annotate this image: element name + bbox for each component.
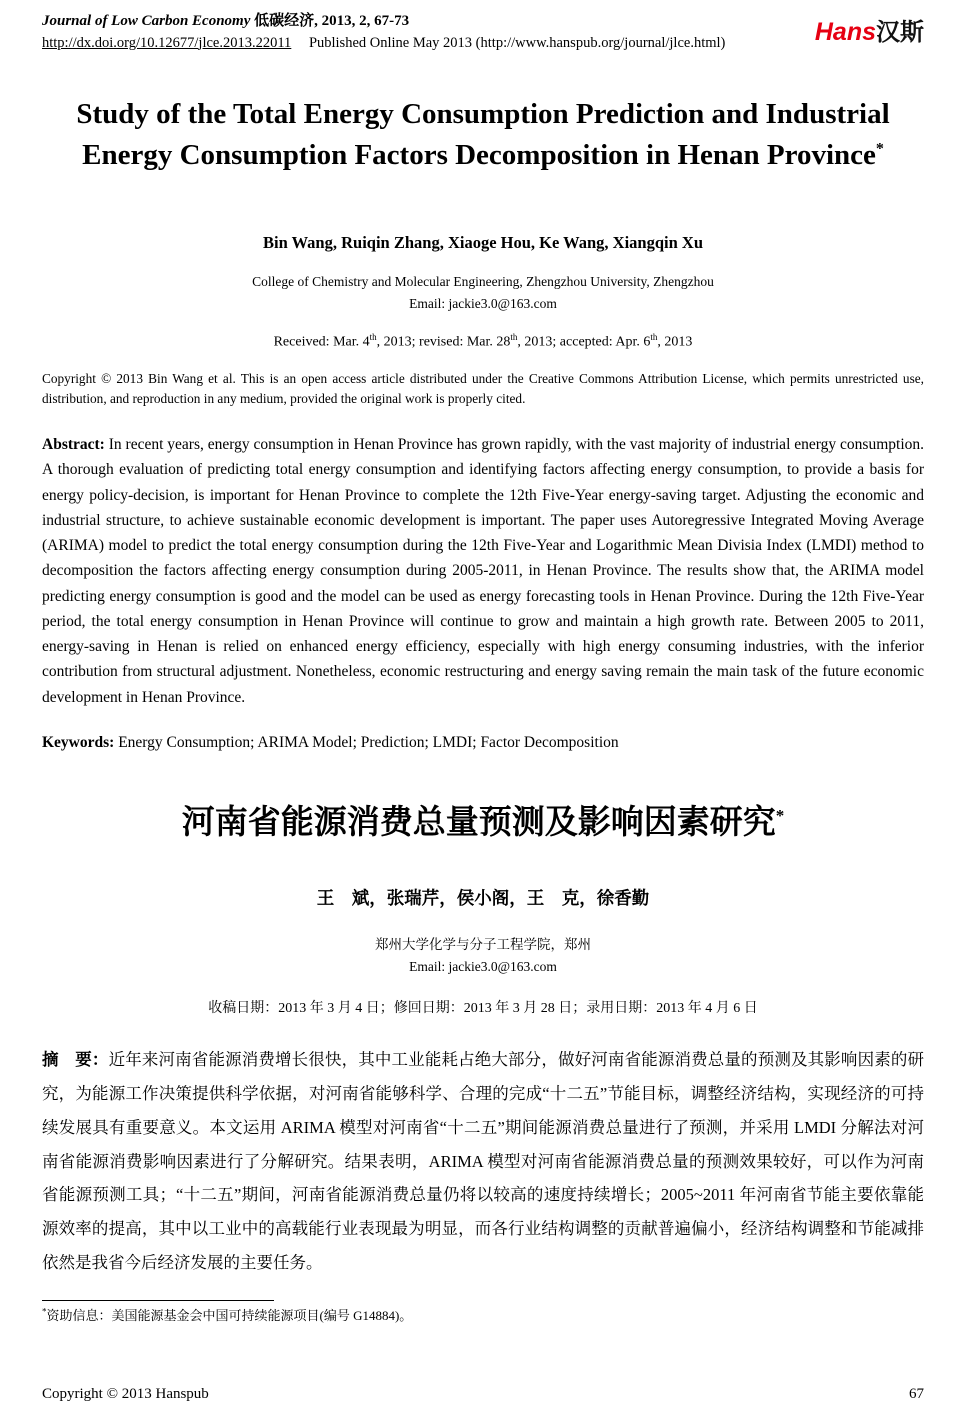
affiliation-block [42, 271, 924, 314]
article-title-zh [42, 796, 924, 843]
footnote-marker: * [42, 1306, 47, 1317]
page-header [42, 10, 924, 54]
abstract-paragraph [42, 432, 924, 710]
email-text-zh: Email: jackie3.0@163.com [409, 958, 557, 974]
abstract-text-zh: 近年来河南省能源消费增长很快，其中工业能耗占绝大部分，做好河南省能源消费总量的预测及其影响因素的研究，为能源工作决策提供科学依据，对河南省能够科学、合理的完成“十二五”节能目标，调整经济结构，实现经济的可持续发展具有重要意义。本文运用 ARIMA 模型对河南省“十二五”期间能源消费总量进行了预测，并采用 LMDI 分解法对河南省能源消费影响因素进行了分解研究。结果表明，ARIMA 模型对河南省能源消费总量的预测效果较好，可以作为河南省能源预测工具；“十二五”期间，河南省能源消费总量仍将以较高的速度持续增长；2005~2011 年河南省节能主要依靠能源效率的提高，其中以工业中的高载能行业表现最为明显，而各行业结构调整的贡献普遍偏小，经济结构调整和节能减排依然是我省今后经济发展的主要任务。 [42, 1050, 925, 1272]
ordinal-superscript: th [369, 331, 377, 342]
article-title [48, 94, 918, 175]
email-text: Email: jackie3.0@163.com [409, 296, 557, 312]
copyright-notice: Copyright © 2013 Bin Wang et al. This is an open access article distributed under the Creative Commons Attribution License, which permits unrestricted use, distribution, and reproduction in any medium, provided the original work is properly cited. [42, 371, 924, 407]
affiliation-text-zh: 郑州大学化学与分子工程学院，郑州 [375, 936, 591, 952]
abstract-label-zh: 摘 要： [42, 1050, 109, 1070]
hans-logo-text-en: Hans [814, 18, 876, 46]
journal-name-zh: 低碳经济 [254, 13, 315, 29]
affiliation-block-zh [42, 934, 924, 977]
ordinal-superscript: th [510, 331, 518, 342]
hans-logo-text-zh: 汉斯 [876, 20, 924, 46]
accepted-part: , 2013; accepted: Apr. 6 [517, 334, 651, 350]
journal-name-en: Journal of Low Carbon Economy [42, 13, 251, 29]
footnote-separator [42, 1300, 274, 1301]
affiliation-text: College of Chemistry and Molecular Engineering, Zhengzhou University, Zhengzhou [252, 274, 714, 290]
funding-footnote [42, 1305, 924, 1324]
title-footnote-marker: * [875, 140, 884, 158]
received-dates-line [42, 332, 924, 351]
authors-line-zh: 王 斌，张瑞芹，侯小阁，王 克，徐香勤 [316, 887, 650, 908]
keywords-line [42, 734, 924, 752]
journal-issue-info: , 2013, 2, 67-73 [314, 13, 410, 29]
footnote-text: 资助信息：美国能源基金会中国可持续能源项目(编号 G14884)。 [46, 1307, 413, 1323]
doi-line [42, 33, 725, 55]
article-title-zh-text: 河南省能源消费总量预测及影响因素研究 [181, 804, 776, 841]
abstract-text: In recent years, energy consumption in Henan Province has grown rapidly, with the vast majority of industrial energy consumption. A thorough evaluation of predicting total energy consumption and identifying factors affecting energy consumption, to provide a basis for energy policy-decision, is important for Henan Province to complete the 12th Five-Year energy-saving target. Adjusting the economic and industrial structure, to achieve sustainable economic development is important. The paper uses Autoregressive Integrated Moving Average (ARIMA) model to predict the total energy consumption during the 12th Five-Year and Logarithmic Mean Divisia Index (LMDI) method to decomposition the factors affecting energy consumption during 2005-2011, in Henan Province. The results show that, the ARIMA model predicting energy consumption is good and the model can be used as energy forecasting tools in Henan Province. During the 12th Five-Year period, the total energy consumption in Henan Province will continue to grow and maintain a high growth rate. Between 2005 to 2011, energy-saving in Henan is relied on enhanced energy efficiency, especially with high energy consuming industries, with the inferior contribution from structural adjustment. Nonetheless, economic restructuring and energy saving remain the main task of the future economic development in Henan Province. [42, 436, 924, 706]
ordinal-superscript: th [650, 331, 658, 342]
keywords-text: Energy Consumption; ARIMA Model; Prediction; LMDI; Factor Decomposition [114, 733, 619, 751]
page-footer [42, 1360, 924, 1403]
title-footnote-marker-zh: * [775, 805, 785, 825]
journal-info [42, 10, 725, 54]
footer-copyright: Copyright © 2013 Hanspub [42, 1386, 209, 1402]
journal-title-line [42, 10, 725, 33]
published-online-text: Published Online May 2013 (http://www.hanspub.org/journal/jlce.html) [308, 34, 726, 51]
year-part: , 2013 [657, 334, 693, 350]
doi-link[interactable]: http://dx.doi.org/10.12677/jlce.2013.22011 [42, 34, 292, 51]
abstract-paragraph-zh [42, 1043, 924, 1280]
keywords-label: Keywords: [42, 733, 115, 751]
abstract-label: Abstract: [42, 436, 105, 454]
revised-part: , 2013; revised: Mar. 28 [376, 334, 511, 350]
received-part: Received: Mar. 4 [273, 334, 370, 350]
authors-line: Bin Wang, Ruiqin Zhang, Xiaoge Hou, Ke Wang, Xiangqin Xu [263, 233, 703, 253]
page-number: 67 [909, 1386, 924, 1402]
article-title-text: Study of the Total Energy Consumption Prediction and Industrial Energy Consumption Factors Decomposition in Henan Province [76, 98, 890, 171]
received-dates-line-zh: 收稿日期：2013 年 3 月 4 日；修回日期：2013 年 3 月 28 日；录用日期：2013 年 4 月 6 日 [208, 1001, 758, 1017]
hans-publisher-logo [815, 10, 924, 47]
